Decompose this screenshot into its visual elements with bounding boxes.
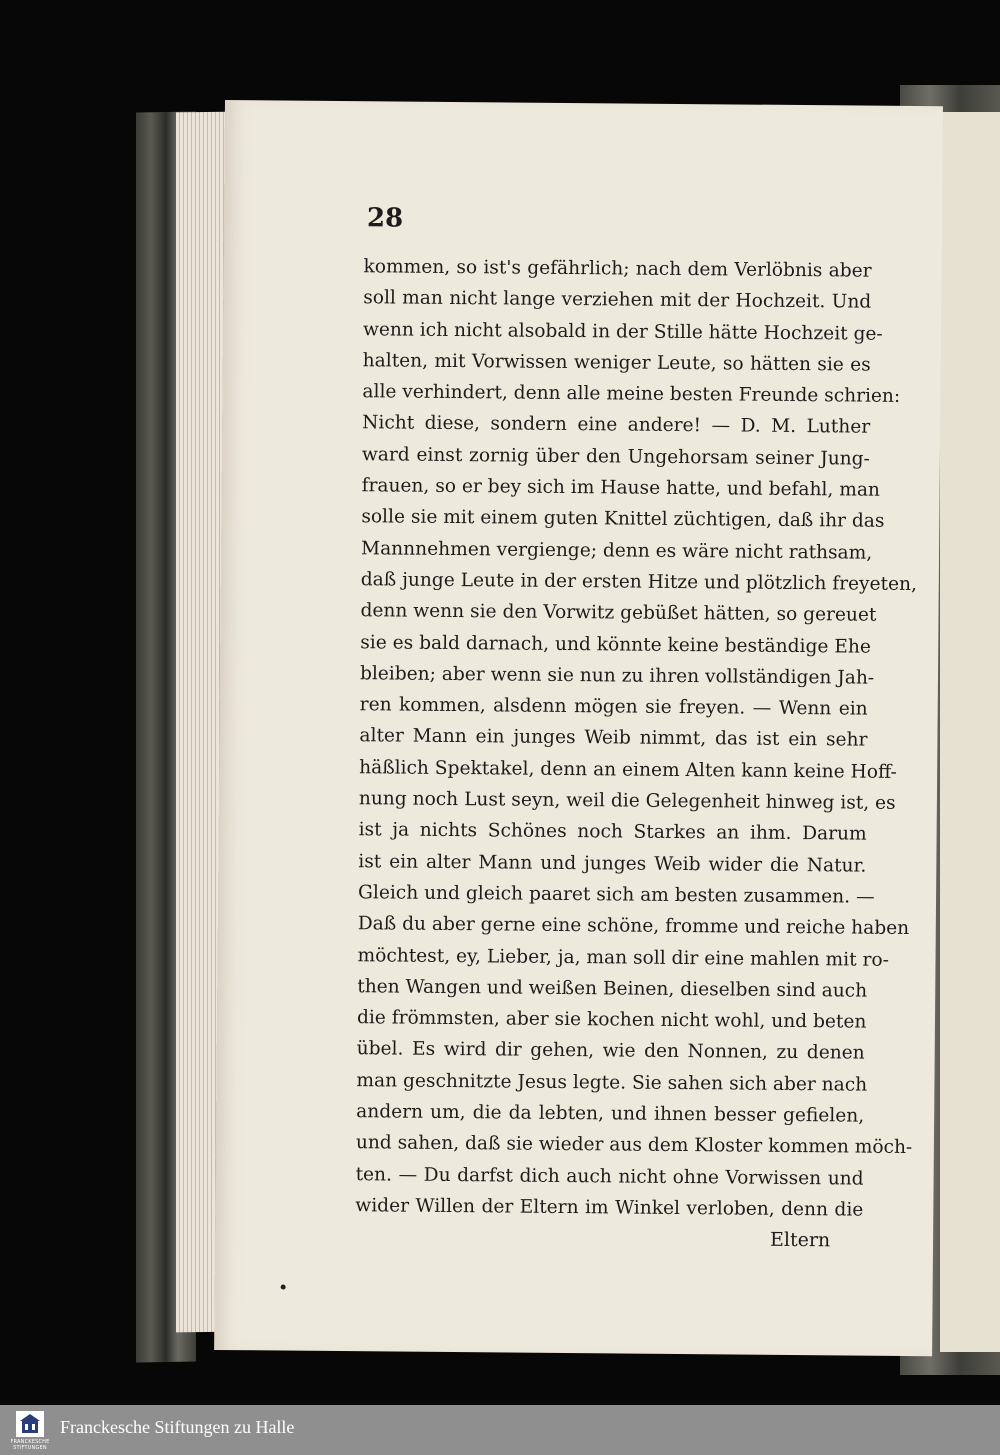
logo-caption	[4, 1439, 56, 1451]
text-line: daß junge Leute in der ersten Hitze und plötzlich freyeten,	[360, 569, 918, 596]
text-line: ist ein alter Mann und junges Weib wider die Natur.	[358, 850, 867, 877]
text-line: solle sie mit einem guten Knittel züchtigen, daß ihr das	[361, 506, 885, 533]
text-line: alle verhindert, denn alle meine besten Freunde schrien:	[362, 381, 901, 408]
text-line: ten. — Du darfst dich auch nicht ohne Vorwissen und	[355, 1163, 864, 1190]
page-mark-dot	[281, 1285, 286, 1290]
text-line: Daß du aber gerne eine schöne, fromme und reiche haben	[357, 913, 910, 940]
text-line: kommen, so ist's gefährlich; nach dem Verlöbnis aber	[363, 256, 872, 282]
text-line: häßlich Spektakel, denn an einem Alten kann keine Hoff-	[359, 756, 897, 783]
franckesche-logo	[4, 1409, 56, 1453]
text-line: und sahen, daß sie wieder aus dem Kloster kommen möch-	[355, 1132, 913, 1159]
page-number: 28	[366, 203, 404, 234]
text-line: wider Willen der Eltern im Winkel verloben, denn die	[355, 1195, 864, 1221]
footer-title: Franckesche Stiftungen zu Halle	[60, 1417, 295, 1437]
catchword: Eltern	[769, 1228, 831, 1252]
text-line: andern um, die da lebten, und ihnen besser gefielen,	[356, 1101, 865, 1127]
text-line: soll man nicht lange verziehen mit der Hochzeit. Und	[363, 287, 872, 313]
text-line: alter Mann ein junges Weib nimmt, das ist ein sehr	[359, 725, 868, 752]
text-line: bleiben; aber wenn sie nun zu ihren vollständigen Jah-	[359, 663, 875, 689]
text-line: man geschnitzte Jesus legte. Sie sahen sich aber nach	[356, 1069, 868, 1096]
text-line: übel. Es wird dir gehen, wie den Nonnen, zu denen	[356, 1038, 865, 1065]
text-line: denn wenn sie den Vorwitz gebüßet hätten, so gereuet	[360, 600, 877, 626]
logo-caption-line: STIFTUNGEN	[13, 1445, 47, 1451]
text-line: ist ja nichts Schönes noch Starkes an ihm. Darum	[358, 819, 867, 845]
text-line: wenn ich nicht alsobald in der Stille hätte Hochzeit ge-	[362, 318, 883, 345]
logo-caption-line: FRANCKESCHE	[10, 1439, 50, 1445]
text-line: Gleich und gleich paaret sich am besten zusammen. —	[357, 882, 875, 908]
building-icon	[16, 1411, 44, 1437]
text-line: nung noch Lust seyn, weil die Gelegenheit hinweg ist, es	[358, 788, 896, 814]
facing-page-edge	[940, 112, 1000, 1352]
text-line: Mannnehmen vergienge; denn es wäre nicht rathsam,	[361, 537, 873, 564]
text-line: halten, mit Vorwissen weniger Leute, so hätten sie es	[362, 350, 871, 376]
text-line: Nicht diese, sondern eine andere! — D. M. Luther	[362, 412, 871, 439]
footer-bar	[0, 1405, 1000, 1455]
text-line: ren kommen, alsdenn mögen sie freyen. — Wenn ein	[359, 694, 868, 720]
text-line: die frömmsten, aber sie kochen nicht wohl, und beten	[356, 1007, 867, 1033]
text-line: ward einst zornig über den Ungehorsam seiner Jung-	[361, 443, 870, 470]
book-page	[214, 100, 943, 1356]
text-line: then Wangen und weißen Beinen, dieselben sind auch	[357, 976, 868, 1002]
text-line: möchtest, ey, Lieber, ja, man soll dir eine mahlen mit ro-	[357, 944, 890, 971]
text-line: frauen, so er bey sich im Hause hatte, und befahl, man	[361, 475, 881, 501]
text-line: sie es bald darnach, und könnte keine beständige Ehe	[360, 631, 871, 658]
page-text	[355, 251, 918, 1226]
